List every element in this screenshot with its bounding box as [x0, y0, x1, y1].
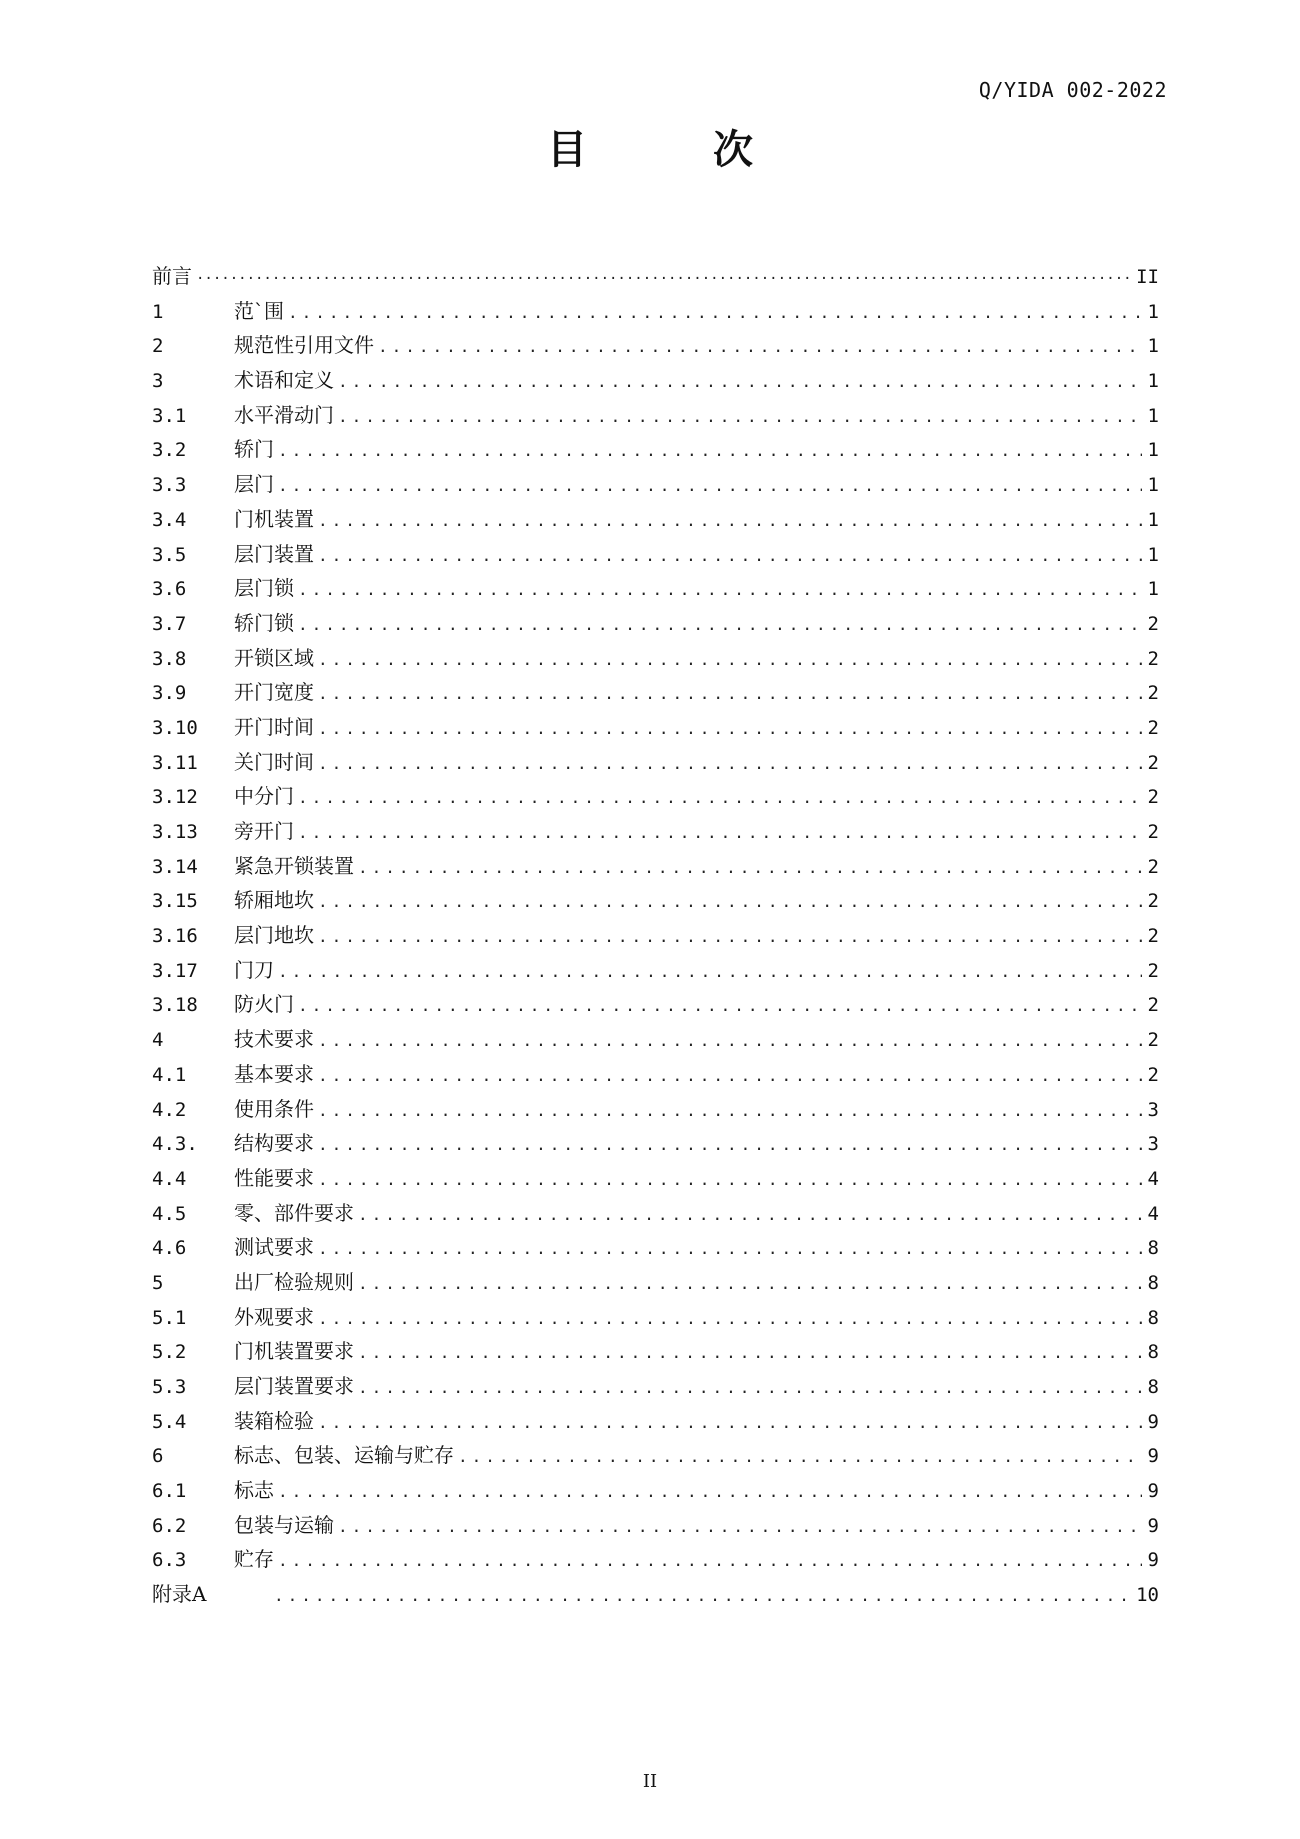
toc-dot-leader — [318, 677, 1142, 712]
toc-dot-leader — [298, 989, 1142, 1024]
toc-entry-number: 4.3. — [152, 1133, 198, 1156]
toc-entry-page: 8 — [1147, 1306, 1159, 1329]
toc-entry[interactable] — [152, 606, 1159, 641]
toc-entry[interactable] — [152, 432, 1159, 467]
toc-entry-page: 2 — [1147, 890, 1159, 913]
toc-entry-page: 9 — [1147, 1480, 1159, 1503]
toc-entry-title: 技术要求 — [234, 1027, 314, 1052]
toc-dot-leader — [318, 1302, 1142, 1337]
toc-entry[interactable] — [152, 918, 1159, 953]
toc-entry-title: 前言 — [152, 264, 192, 288]
toc-entry[interactable] — [152, 814, 1159, 849]
toc-dot-leader — [358, 851, 1142, 886]
toc-entry-page: 9 — [1147, 1410, 1159, 1433]
toc-entry[interactable] — [152, 849, 1159, 884]
toc-dot-leader — [298, 816, 1142, 851]
toc-entry-title: 贮存 — [234, 1547, 274, 1572]
toc-entry-title: 开门宽度 — [234, 680, 314, 705]
toc-entry-page: 2 — [1147, 751, 1159, 774]
toc-entry-title: 结构要求 — [234, 1131, 314, 1156]
toc-entry[interactable] — [152, 1126, 1159, 1161]
toc-entry-page: 2 — [1147, 786, 1159, 809]
table-of-contents — [152, 259, 1159, 1612]
toc-entry-number: 5.4 — [152, 1410, 187, 1433]
toc-entry[interactable] — [152, 537, 1159, 572]
toc-entry[interactable] — [152, 1092, 1159, 1127]
toc-dot-leader — [278, 1475, 1142, 1510]
toc-entry-page: II — [1136, 266, 1159, 288]
toc-entry[interactable] — [152, 1196, 1159, 1231]
toc-entry-page: 2 — [1147, 682, 1159, 705]
toc-entry-number: 3 — [152, 370, 164, 393]
toc-dot-leader — [278, 469, 1142, 504]
toc-entry[interactable] — [152, 1334, 1159, 1369]
toc-dot-leader — [318, 920, 1142, 955]
toc-entry-number: 3.15 — [152, 890, 198, 913]
toc-entry-title: 层门地坎 — [234, 923, 314, 948]
toc-entry-title: 层门 — [234, 472, 274, 497]
toc-entry-page: 1 — [1147, 370, 1159, 393]
toc-dot-leader — [358, 1371, 1142, 1406]
toc-entry-number: 3.14 — [152, 855, 198, 878]
toc-entry-title: 轿门 — [234, 437, 274, 462]
toc-entry[interactable] — [152, 1542, 1159, 1577]
toc-entry-page: 2 — [1147, 612, 1159, 635]
toc-entry-title: 关门时间 — [234, 749, 314, 774]
toc-entry-title: 防火门 — [234, 992, 294, 1017]
toc-entry-title: 外观要求 — [234, 1304, 314, 1329]
toc-entry-number: 3.11 — [152, 751, 198, 774]
toc-entry-number: 5.1 — [152, 1306, 187, 1329]
toc-entry-page: 1 — [1147, 543, 1159, 566]
toc-entry-number: 5.2 — [152, 1341, 187, 1364]
toc-entry[interactable] — [152, 1057, 1159, 1092]
toc-entry-number: 3.7 — [152, 612, 187, 635]
toc-entry-page: 2 — [1147, 994, 1159, 1017]
toc-entry-number: 附录A — [152, 1582, 207, 1607]
toc-entry[interactable] — [152, 328, 1159, 363]
toc-entry-title: 旁开门 — [234, 819, 294, 843]
toc-entry-page: 2 — [1147, 1029, 1159, 1052]
toc-entry-page: 2 — [1147, 959, 1159, 982]
toc-dot-leader — [196, 262, 1130, 297]
toc-entry-page: 1 — [1147, 508, 1159, 531]
toc-entry-title: 水平滑动门 — [234, 402, 334, 427]
toc-dot-leader — [318, 1024, 1142, 1059]
toc-entry-page: 9 — [1147, 1514, 1159, 1537]
toc-entry[interactable] — [152, 883, 1159, 918]
toc-entry-page: 10 — [1136, 1584, 1159, 1607]
toc-dot-leader — [318, 1232, 1142, 1267]
toc-dot-leader — [358, 1267, 1142, 1302]
toc-dot-leader — [298, 781, 1142, 816]
toc-dot-leader — [278, 1544, 1142, 1579]
toc-entry-title: 零、部件要求 — [234, 1200, 354, 1225]
toc-dot-leader — [274, 1579, 1130, 1614]
toc-dot-leader — [318, 504, 1142, 539]
toc-entry-page: 1 — [1147, 474, 1159, 497]
toc-entry-number: 3.2 — [152, 439, 187, 462]
toc-entry-page: 9 — [1147, 1445, 1159, 1468]
toc-entry[interactable] — [152, 675, 1159, 710]
toc-entry-page: 4 — [1147, 1202, 1159, 1225]
toc-entry[interactable] — [152, 571, 1159, 606]
toc-entry-page: 2 — [1147, 855, 1159, 878]
toc-dot-leader — [278, 434, 1142, 469]
toc-entry[interactable] — [152, 1369, 1159, 1404]
toc-entry-number: 3.1 — [152, 404, 187, 427]
toc-entry[interactable] — [152, 1577, 1159, 1612]
toc-entry[interactable] — [152, 710, 1159, 745]
toc-dot-leader — [318, 1163, 1142, 1198]
toc-entry-number: 3.5 — [152, 543, 187, 566]
toc-entry-number: 4.1 — [152, 1063, 187, 1086]
toc-entry-number: 3.16 — [152, 925, 198, 948]
toc-entry[interactable] — [152, 294, 1159, 329]
toc-entry-page: 2 — [1147, 716, 1159, 739]
toc-entry-number: 4.6 — [152, 1237, 187, 1260]
toc-entry[interactable] — [152, 1161, 1159, 1196]
toc-dot-leader — [458, 1440, 1142, 1475]
toc-entry[interactable] — [152, 1508, 1159, 1543]
toc-dot-leader — [318, 539, 1142, 574]
toc-dot-leader — [378, 330, 1142, 365]
toc-entry-title: 轿厢地坎 — [234, 888, 314, 913]
toc-entry-number: 6.3 — [152, 1549, 187, 1572]
toc-entry[interactable] — [152, 363, 1159, 398]
toc-dot-leader — [338, 1510, 1142, 1545]
toc-entry[interactable] — [152, 1404, 1159, 1439]
toc-dot-leader — [318, 1059, 1142, 1094]
toc-entry-title: 标志、包装、运输与贮存 — [234, 1443, 454, 1468]
toc-entry[interactable] — [152, 1265, 1159, 1300]
toc-entry-title: 门机装置 — [234, 506, 314, 531]
toc-entry-title: 门刀 — [234, 957, 274, 982]
toc-entry[interactable] — [152, 779, 1159, 814]
toc-entry-number: 1 — [152, 300, 164, 323]
toc-entry-title: 规范性引用文件 — [234, 333, 374, 358]
toc-entry[interactable] — [152, 1473, 1159, 1508]
toc-entry[interactable] — [152, 1022, 1159, 1057]
toc-dot-leader — [318, 747, 1142, 782]
toc-entry-page: 9 — [1147, 1549, 1159, 1572]
toc-entry-page: 1 — [1147, 578, 1159, 601]
toc-entry-number: 3.3 — [152, 474, 187, 497]
toc-entry-number: 3.4 — [152, 508, 187, 531]
toc-entry-number: 3.10 — [152, 716, 198, 739]
toc-dot-leader — [318, 1128, 1142, 1163]
toc-dot-leader — [358, 1198, 1142, 1233]
toc-entry-title: 装箱检验 — [234, 1408, 314, 1433]
toc-entry-title: 范`围 — [234, 298, 284, 323]
toc-entry-number: 4.2 — [152, 1098, 187, 1121]
toc-entry-page: 8 — [1147, 1341, 1159, 1364]
toc-entry-page: 2 — [1147, 925, 1159, 948]
toc-dot-leader — [318, 885, 1142, 920]
toc-entry-page: 4 — [1147, 1167, 1159, 1190]
toc-entry-page: 2 — [1147, 821, 1159, 843]
toc-entry-page: 2 — [1147, 647, 1159, 670]
page-title: 目 次 — [547, 127, 809, 173]
toc-entry-title: 层门锁 — [234, 576, 294, 601]
toc-entry-number: 3.9 — [152, 682, 187, 705]
toc-entry-title: 层门装置要求 — [234, 1374, 354, 1398]
toc-dot-leader — [318, 643, 1142, 678]
toc-dot-leader — [338, 400, 1142, 435]
toc-entry-page: 3 — [1147, 1098, 1159, 1121]
toc-entry-title: 使用条件 — [234, 1096, 314, 1121]
toc-dot-leader — [298, 608, 1142, 643]
toc-dot-leader — [288, 296, 1142, 331]
toc-entry-title: 术语和定义 — [234, 368, 334, 393]
toc-entry-page: 8 — [1147, 1271, 1159, 1294]
toc-entry-number: 5 — [152, 1271, 164, 1294]
toc-entry[interactable] — [152, 398, 1159, 433]
toc-entry-number: 6.1 — [152, 1480, 187, 1503]
toc-dot-leader — [318, 1406, 1142, 1441]
toc-entry[interactable] — [152, 1230, 1159, 1265]
toc-entry-number: 3.8 — [152, 647, 187, 670]
toc-dot-leader — [338, 365, 1142, 400]
toc-entry-page: 1 — [1147, 404, 1159, 427]
toc-dot-leader — [278, 955, 1142, 990]
toc-entry-title: 开门时间 — [234, 714, 314, 739]
toc-entry-title: 包装与运输 — [234, 1512, 334, 1537]
toc-entry-title: 基本要求 — [234, 1061, 314, 1086]
toc-entry-title: 开锁区域 — [234, 645, 314, 670]
toc-entry-title: 性能要求 — [234, 1165, 314, 1190]
toc-dot-leader — [358, 1336, 1142, 1371]
toc-entry-title: 门机装置要求 — [234, 1339, 354, 1364]
toc-entry-title: 轿门锁 — [234, 610, 294, 635]
toc-entry-number: 2 — [152, 335, 164, 358]
toc-entry[interactable] — [152, 987, 1159, 1022]
toc-dot-leader — [318, 1094, 1142, 1129]
toc-entry[interactable] — [152, 641, 1159, 676]
toc-entry-title: 层门装置 — [234, 541, 314, 566]
toc-entry-number: 3.12 — [152, 786, 198, 809]
toc-entry-page: 3 — [1147, 1133, 1159, 1156]
toc-entry-number: 4.5 — [152, 1202, 187, 1225]
toc-entry[interactable] — [152, 1300, 1159, 1335]
standard-code: Q/YIDA 002-2022 — [978, 78, 1167, 102]
toc-entry-title: 紧急开锁装置 — [234, 853, 354, 878]
toc-entry-number: 6 — [152, 1445, 164, 1468]
toc-entry[interactable] — [152, 1438, 1159, 1473]
toc-entry[interactable] — [152, 745, 1159, 780]
toc-entry-page: 8 — [1147, 1376, 1159, 1398]
toc-entry-number: 5.3 — [152, 1376, 187, 1398]
toc-entry-title: 测试要求 — [234, 1235, 314, 1260]
toc-entry-page: 1 — [1147, 300, 1159, 323]
page-number: II — [642, 1771, 658, 1792]
toc-entry-title: 中分门 — [234, 784, 294, 809]
toc-entry-number: 3.18 — [152, 994, 198, 1017]
toc-entry-number: 3.17 — [152, 959, 198, 982]
toc-entry-page: 2 — [1147, 1063, 1159, 1086]
toc-entry[interactable] — [152, 953, 1159, 988]
toc-dot-leader — [318, 712, 1142, 747]
toc-entry-title: 出厂检验规则 — [234, 1269, 354, 1294]
toc-entry[interactable] — [152, 467, 1159, 502]
toc-dot-leader — [298, 573, 1142, 608]
toc-entry[interactable] — [152, 502, 1159, 537]
toc-entry-number: 3.13 — [152, 821, 198, 843]
toc-entry[interactable] — [152, 259, 1159, 294]
toc-entry-title: 标志 — [234, 1478, 274, 1503]
toc-entry-number: 3.6 — [152, 578, 187, 601]
toc-entry-number: 6.2 — [152, 1514, 187, 1537]
toc-entry-page: 8 — [1147, 1237, 1159, 1260]
toc-entry-page: 1 — [1147, 439, 1159, 462]
toc-entry-number: 4.4 — [152, 1167, 187, 1190]
toc-entry-number: 4 — [152, 1029, 164, 1052]
toc-entry-page: 1 — [1147, 335, 1159, 358]
